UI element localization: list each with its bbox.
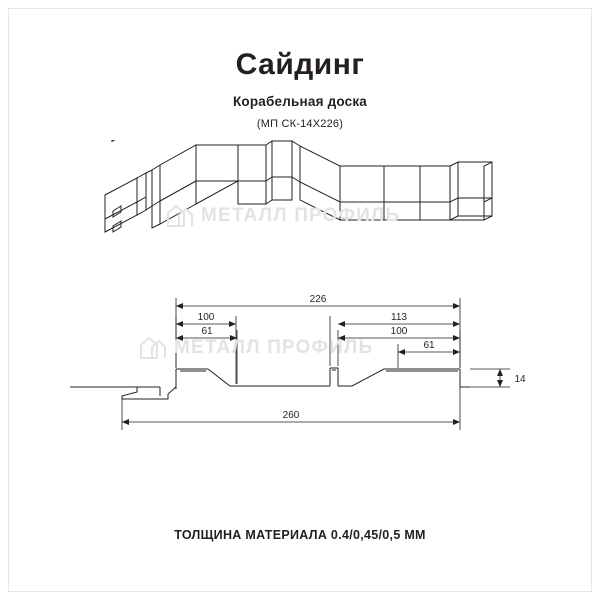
- dimension-lines: [122, 298, 510, 430]
- material-thickness-label: ТОЛЩИНА МАТЕРИАЛА 0.4/0,45/0,5 ММ: [174, 528, 426, 542]
- product-code: (МП СК-14Х226): [256, 117, 344, 130]
- watermark-text: МЕТАЛЛ ПРОФИЛЬ: [174, 337, 374, 358]
- product-subtitle: Корабельная доска: [232, 93, 368, 109]
- header: [0, 48, 600, 130]
- dim-full-length-260: 260: [282, 410, 300, 421]
- dim-left-61: 61: [201, 326, 213, 337]
- dim-left-100: 100: [197, 312, 215, 323]
- technical-drawing: [0, 140, 600, 480]
- watermark-text: МЕТАЛЛ ПРОФИЛЬ: [201, 205, 401, 226]
- siding-cross-section-profile: [70, 368, 470, 399]
- isometric-siding-panel: [105, 140, 492, 232]
- dim-right-100: 100: [390, 326, 408, 337]
- dim-right-113: 113: [391, 312, 407, 323]
- dim-height-14: 14: [514, 374, 526, 385]
- dim-total-width: 226: [309, 294, 327, 305]
- page-title: Сайдинг: [235, 48, 365, 81]
- dim-right-61: 61: [423, 340, 435, 351]
